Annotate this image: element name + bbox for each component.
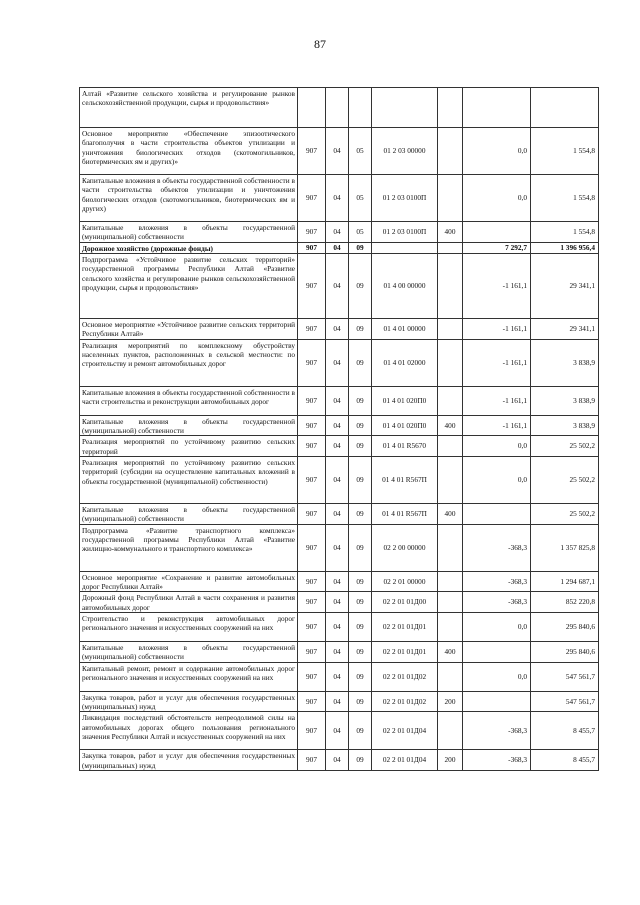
ministry-code: 907 xyxy=(298,503,326,524)
section-code: 04 xyxy=(326,691,349,712)
target-article: 01 4 01 02000 xyxy=(372,339,438,386)
target-article: 01 4 00 00000 xyxy=(372,253,438,318)
row-name: Закупка товаров, работ и услуг для обеспечения государственных (муниципальных) нужд xyxy=(80,750,298,771)
total-amount: 1 554,8 xyxy=(531,175,599,222)
total-amount: 852 220,8 xyxy=(531,592,599,613)
change-amount: -1 161,1 xyxy=(463,253,531,318)
table-row xyxy=(80,128,599,175)
subsection-code: 09 xyxy=(349,318,372,339)
change-amount: -368,3 xyxy=(463,712,531,750)
table-row xyxy=(80,386,599,415)
expense-type xyxy=(438,318,463,339)
change-amount: -1 161,1 xyxy=(463,318,531,339)
expense-type xyxy=(438,436,463,457)
table-body xyxy=(80,88,599,771)
section-code: 04 xyxy=(326,571,349,592)
expense-type: 200 xyxy=(438,691,463,712)
section-code: 04 xyxy=(326,712,349,750)
section-code: 04 xyxy=(326,242,349,253)
expense-type xyxy=(438,571,463,592)
expense-type xyxy=(438,242,463,253)
row-name: Реализация мероприятий по комплексному обустройству населенных пунктов, расположенных в сельской местности: по строительству и ремонт автомобильных дорог xyxy=(80,339,298,386)
section-code: 04 xyxy=(326,503,349,524)
section-code: 04 xyxy=(326,641,349,662)
total-amount: 1 357 825,8 xyxy=(531,524,599,571)
subsection-code: 05 xyxy=(349,128,372,175)
section-code: 04 xyxy=(326,318,349,339)
ministry-code: 907 xyxy=(298,641,326,662)
expense-type: 400 xyxy=(438,503,463,524)
subsection-code: 05 xyxy=(349,222,372,243)
section-code: 04 xyxy=(326,436,349,457)
table-row xyxy=(80,242,599,253)
change-amount: 0,0 xyxy=(463,612,531,641)
expense-type xyxy=(438,88,463,128)
target-article: 01 4 01 R5670 xyxy=(372,436,438,457)
total-amount: 547 561,7 xyxy=(531,691,599,712)
change-amount xyxy=(463,88,531,128)
row-name: Капитальные вложения в объекты государственной (муниципальной) собственности xyxy=(80,641,298,662)
change-amount: -368,3 xyxy=(463,592,531,613)
subsection-code: 05 xyxy=(349,175,372,222)
ministry-code: 907 xyxy=(298,253,326,318)
change-amount: 0,0 xyxy=(463,456,531,503)
target-article: 02 2 01 01Д02 xyxy=(372,662,438,691)
row-name: Основное мероприятие «Обеспечение эпизоотического благополучия в части строительства объектов утилизации и уничтожения биологических отходов (скотомогильников, биотермических ям и других)» xyxy=(80,128,298,175)
target-article: 02 2 01 01Д02 xyxy=(372,691,438,712)
total-amount: 1 396 956,4 xyxy=(531,242,599,253)
expense-type: 400 xyxy=(438,641,463,662)
target-article: 01 2 03 0100П xyxy=(372,175,438,222)
change-amount: 0,0 xyxy=(463,436,531,457)
ministry-code: 907 xyxy=(298,339,326,386)
row-name: Капитальный ремонт, ремонт и содержание автомобильных дорог регионального значения и искусственных сооружений на них xyxy=(80,662,298,691)
subsection-code: 09 xyxy=(349,386,372,415)
row-name: Строительство и реконструкция автомобильных дорог регионального значения и искусственных сооружений на них xyxy=(80,612,298,641)
table-row xyxy=(80,524,599,571)
row-name: Ликвидация последствий обстоятельств непреодолимой силы на автомобильных дорогах общего пользования регионального значения Республики Алтай и искусственных сооружений на них xyxy=(80,712,298,750)
section-code: 04 xyxy=(326,612,349,641)
table-row xyxy=(80,415,599,436)
target-article: 02 2 01 01Д01 xyxy=(372,612,438,641)
total-amount: 3 838,9 xyxy=(531,386,599,415)
row-name: Основное мероприятие «Сохранение и развитие автомобильных дорог Республики Алтай» xyxy=(80,571,298,592)
table-row xyxy=(80,436,599,457)
section-code: 04 xyxy=(326,128,349,175)
total-amount: 295 840,6 xyxy=(531,641,599,662)
total-amount: 3 838,9 xyxy=(531,415,599,436)
ministry-code: 907 xyxy=(298,571,326,592)
table-row xyxy=(80,612,599,641)
change-amount: 0,0 xyxy=(463,128,531,175)
expense-type xyxy=(438,386,463,415)
table-row xyxy=(80,253,599,318)
ministry-code: 907 xyxy=(298,222,326,243)
table-row xyxy=(80,222,599,243)
expense-type xyxy=(438,253,463,318)
subsection-code: 09 xyxy=(349,571,372,592)
budget-table xyxy=(79,87,599,771)
row-name: Капитальные вложения в объекты государственной (муниципальной) собственности xyxy=(80,222,298,243)
total-amount xyxy=(531,88,599,128)
expense-type xyxy=(438,612,463,641)
table-row xyxy=(80,456,599,503)
subsection-code: 09 xyxy=(349,339,372,386)
table-row xyxy=(80,641,599,662)
total-amount: 1 294 687,1 xyxy=(531,571,599,592)
subsection-code: 09 xyxy=(349,592,372,613)
expense-type xyxy=(438,128,463,175)
change-amount: 7 292,7 xyxy=(463,242,531,253)
subsection-code: 09 xyxy=(349,641,372,662)
ministry-code: 907 xyxy=(298,386,326,415)
change-amount: -1 161,1 xyxy=(463,339,531,386)
table-row xyxy=(80,503,599,524)
target-article: 01 4 01 00000 xyxy=(372,318,438,339)
section-code: 04 xyxy=(326,415,349,436)
row-name: Капитальные вложения в объекты государственной (муниципальной) собственности xyxy=(80,415,298,436)
row-name: Реализация мероприятий по устойчивому развитию сельских территорий xyxy=(80,436,298,457)
change-amount: 0,0 xyxy=(463,662,531,691)
expense-type xyxy=(438,524,463,571)
table-row xyxy=(80,175,599,222)
section-code: 04 xyxy=(326,386,349,415)
target-article: 01 4 01 R567П xyxy=(372,503,438,524)
total-amount: 29 341,1 xyxy=(531,318,599,339)
target-article: 01 4 01 R567П xyxy=(372,456,438,503)
total-amount: 25 502,2 xyxy=(531,503,599,524)
section-code: 04 xyxy=(326,222,349,243)
ministry-code: 907 xyxy=(298,750,326,771)
row-name: Реализация мероприятий по устойчивому развитию сельских территорий (субсидии на осуществление капитальных вложений в объекты государственной (муниципальной) собственности) xyxy=(80,456,298,503)
row-name: Дорожный фонд Республики Алтай в части сохранения и развития автомобильных дорог xyxy=(80,592,298,613)
total-amount: 25 502,2 xyxy=(531,456,599,503)
target-article xyxy=(372,88,438,128)
page-number: 87 xyxy=(314,37,326,51)
section-code: 04 xyxy=(326,662,349,691)
subsection-code: 09 xyxy=(349,415,372,436)
expense-type xyxy=(438,175,463,222)
expense-type xyxy=(438,712,463,750)
change-amount xyxy=(463,222,531,243)
change-amount: 0,0 xyxy=(463,175,531,222)
table-row xyxy=(80,571,599,592)
row-name: Подпрограмма «Устойчивое развитие сельских территорий» государственной программы Республики Алтай «Развитие сельского хозяйства и регулирование рынков сельскохозяйственной продукции, сырья и продовольствия» xyxy=(80,253,298,318)
target-article xyxy=(372,242,438,253)
row-name: Капитальные вложения в объекты государственной (муниципальной) собственности xyxy=(80,503,298,524)
ministry-code: 907 xyxy=(298,712,326,750)
table-row xyxy=(80,592,599,613)
section-code: 04 xyxy=(326,339,349,386)
subsection-code: 09 xyxy=(349,750,372,771)
expense-type xyxy=(438,339,463,386)
target-article: 02 2 01 01Д04 xyxy=(372,750,438,771)
total-amount: 295 840,6 xyxy=(531,612,599,641)
target-article: 02 2 01 00000 xyxy=(372,571,438,592)
subsection-code: 09 xyxy=(349,456,372,503)
subsection-code: 09 xyxy=(349,612,372,641)
change-amount: -1 161,1 xyxy=(463,386,531,415)
expense-type xyxy=(438,592,463,613)
row-name: Дорожное хозяйство (дорожные фонды) xyxy=(80,242,298,253)
total-amount: 8 455,7 xyxy=(531,712,599,750)
table-row xyxy=(80,88,599,128)
target-article: 02 2 01 01Д04 xyxy=(372,712,438,750)
ministry-code: 907 xyxy=(298,436,326,457)
total-amount: 8 455,7 xyxy=(531,750,599,771)
row-name: Алтай «Развитие сельского хозяйства и регулирование рынков сельскохозяйственной продукции, сырья и продовольствия» xyxy=(80,88,298,128)
subsection-code: 09 xyxy=(349,242,372,253)
section-code: 04 xyxy=(326,750,349,771)
total-amount: 1 554,8 xyxy=(531,222,599,243)
subsection-code: 09 xyxy=(349,503,372,524)
ministry-code: 907 xyxy=(298,612,326,641)
ministry-code: 907 xyxy=(298,175,326,222)
table-row xyxy=(80,339,599,386)
ministry-code xyxy=(298,88,326,128)
table-row xyxy=(80,318,599,339)
change-amount xyxy=(463,641,531,662)
section-code: 04 xyxy=(326,592,349,613)
table-row xyxy=(80,691,599,712)
ministry-code: 907 xyxy=(298,592,326,613)
ministry-code: 907 xyxy=(298,242,326,253)
section-code xyxy=(326,88,349,128)
expense-type xyxy=(438,662,463,691)
table-row xyxy=(80,662,599,691)
target-article: 02 2 01 01Д00 xyxy=(372,592,438,613)
total-amount: 1 554,8 xyxy=(531,128,599,175)
expense-type xyxy=(438,456,463,503)
total-amount: 29 341,1 xyxy=(531,253,599,318)
table-row xyxy=(80,750,599,771)
subsection-code: 09 xyxy=(349,712,372,750)
subsection-code: 09 xyxy=(349,691,372,712)
target-article: 02 2 00 00000 xyxy=(372,524,438,571)
section-code: 04 xyxy=(326,456,349,503)
total-amount: 3 838,9 xyxy=(531,339,599,386)
section-code: 04 xyxy=(326,253,349,318)
ministry-code: 907 xyxy=(298,415,326,436)
change-amount: -368,3 xyxy=(463,524,531,571)
row-name: Подпрограмма «Развитие транспортного комплекса» государственной программы Республики Алтай «Развитие жилищно-коммунального и транспортного комплекса» xyxy=(80,524,298,571)
change-amount xyxy=(463,691,531,712)
row-name: Закупка товаров, работ и услуг для обеспечения государственных (муниципальных) нужд xyxy=(80,691,298,712)
total-amount: 547 561,7 xyxy=(531,662,599,691)
subsection-code: 09 xyxy=(349,524,372,571)
section-code: 04 xyxy=(326,524,349,571)
total-amount: 25 502,2 xyxy=(531,436,599,457)
ministry-code: 907 xyxy=(298,318,326,339)
expense-type: 200 xyxy=(438,750,463,771)
expense-type: 400 xyxy=(438,222,463,243)
target-article: 01 2 03 00000 xyxy=(372,128,438,175)
target-article: 01 2 03 0100П xyxy=(372,222,438,243)
table-row xyxy=(80,712,599,750)
ministry-code: 907 xyxy=(298,128,326,175)
target-article: 01 4 01 020П0 xyxy=(372,415,438,436)
change-amount: -368,3 xyxy=(463,571,531,592)
subsection-code: 09 xyxy=(349,253,372,318)
row-name: Капитальные вложения в объекты государственной собственности в части строительства объектов утилизации и уничтожения биологических отходов (скотомогильников, биотермических ям и других) xyxy=(80,175,298,222)
ministry-code: 907 xyxy=(298,456,326,503)
expense-type: 400 xyxy=(438,415,463,436)
target-article: 01 4 01 020П0 xyxy=(372,386,438,415)
subsection-code: 09 xyxy=(349,662,372,691)
row-name: Капитальные вложения в объекты государственной собственности в части строительства и реконструкции автомобильных дорог xyxy=(80,386,298,415)
change-amount: -368,3 xyxy=(463,750,531,771)
target-article: 02 2 01 01Д01 xyxy=(372,641,438,662)
change-amount xyxy=(463,503,531,524)
subsection-code xyxy=(349,88,372,128)
subsection-code: 09 xyxy=(349,436,372,457)
ministry-code: 907 xyxy=(298,691,326,712)
change-amount: -1 161,1 xyxy=(463,415,531,436)
row-name: Основное мероприятие «Устойчивое развитие сельских территорий Республики Алтай» xyxy=(80,318,298,339)
ministry-code: 907 xyxy=(298,524,326,571)
ministry-code: 907 xyxy=(298,662,326,691)
section-code: 04 xyxy=(326,175,349,222)
